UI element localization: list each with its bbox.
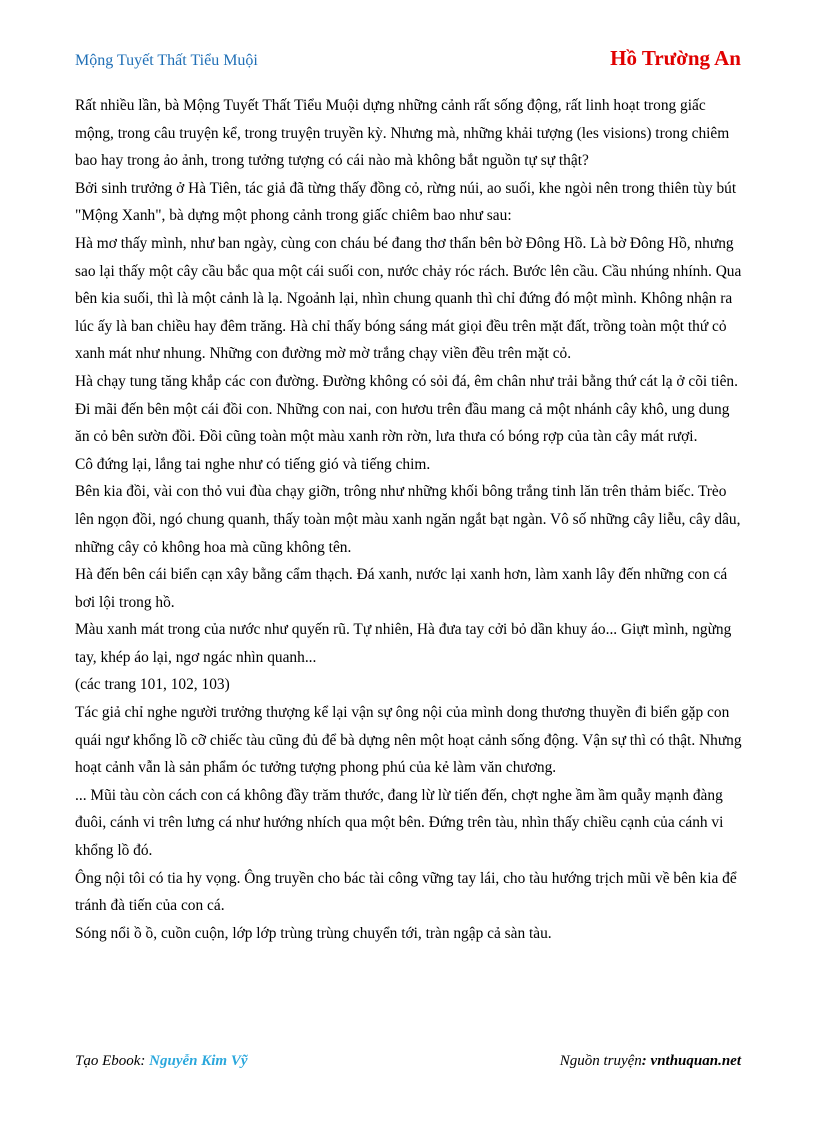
paragraph: Tác giả chỉ nghe người trưởng thượng kể lại vận sự ông nội của mình dong thương thuyền đi biển gặp con quái ngư khổng lồ cỡ chiếc tàu cũng đủ để bà dựng nên một hoạt cảnh sống động. Vận sự thì có thật. Nhưng hoạt cảnh vẫn là sản phẩm óc tưởng tượng phong phú của kẻ làm văn chương. [75, 704, 742, 777]
ebook-label: Tạo Ebook [75, 1053, 141, 1069]
paragraph: Bên kia đồi, vài con thỏ vui đùa chạy giỡn, trông như những khối bông trắng tinh lăn trên thảm biếc. Trèo lên ngọn đồi, ngó chung quanh, thấy toàn một màu xanh ngăn ngắt bạt ngàn. Vô số những cây liễu, cây dâu, những cây cỏ không hoa mà cũng không tên. [75, 483, 741, 556]
paragraph: Hà đến bên cái biển cạn xây bằng cẩm thạch. Đá xanh, nước lại xanh hơn, làm xanh lây đến những con cá bơi lội trong hồ. [75, 566, 728, 611]
paragraph: Bởi sinh trưởng ở Hà Tiên, tác giả đã từng thấy đồng cỏ, rừng núi, ao suối, khe ngòi nên trong thiên tùy bút "Mộng Xanh", bà dựng một phong cảnh trong giấc chiêm bao như sau: [75, 179, 737, 225]
source-site: vnthuquan.net [650, 1053, 741, 1069]
author-name: Hồ Trường An [610, 46, 741, 70]
document-body [75, 92, 743, 947]
paragraph: Ông nội tôi có tia hy vọng. Ông truyền cho bác tài công vững tay lái, cho tàu hướng trịch mũi về bên kia để tránh đà tiến của con cá. [75, 869, 737, 915]
paragraph: Rất nhiều lần, bà Mộng Tuyết Thất Tiểu Muội dựng những cảnh rất sống động, rất linh hoạt trong giấc mộng, trong câu truyện kể, trong truyện truyền kỳ. Nhưng mà, những khải tượng (les visions) trong chiêm bao hay trong ảo ảnh, trong tưởng tượng có cái nào mà không bắt nguồn tự sự thật? [75, 97, 730, 170]
paragraph: Cô đứng lại, lắng tai nghe như có tiếng gió và tiếng chim. [75, 455, 431, 473]
paragraph: Sóng nổi ồ ồ, cuồn cuộn, lớp lớp trùng trùng chuyển tới, tràn ngập cả sàn tàu. [75, 924, 552, 942]
ebook-credit [75, 1053, 248, 1070]
source-credit [560, 1053, 741, 1070]
source-separator: : [641, 1053, 651, 1069]
paragraph: Đi mãi đến bên một cái đồi con. Những con nai, con hươu trên đầu mang cả một nhánh cây khô, ung dung ăn cỏ bên sườn đồi. Đồi cũng toàn một màu xanh rờn rờn, lưa thưa có bóng rợp của tàn cây mát rượi. [75, 400, 730, 446]
paragraph: ... Mũi tàu còn cách con cá không đầy trăm thước, đang lừ lừ tiến đến, chợt nghe ầm ầm quẫy mạnh đàng đuôi, cánh vi trên lưng cá như hướng nhích qua một bên. Đứng trên tàu, nhìn thấy chiều cạnh của cánh vi khổng lồ đó. [75, 786, 724, 860]
page-footer [75, 1053, 741, 1077]
page-reference: (các trang 101, 102, 103) [75, 676, 230, 694]
book-title: Mộng Tuyết Thất Tiểu Muội [75, 52, 258, 69]
ebook-separator: : [140, 1053, 150, 1069]
paragraph: Hà chạy tung tăng khắp các con đường. Đường không có sỏi đá, êm chân như trải bằng thứ cát lạ ở cõi tiên. [75, 372, 738, 390]
source-label: Nguồn truyện [559, 1053, 642, 1069]
page-header [75, 46, 741, 78]
paragraph: Hà mơ thấy mình, như ban ngày, cùng con cháu bé đang thơ thẩn bên bờ Đông Hồ. Là bờ Đông Hồ, nhưng sao lại thấy một cây cầu bắc qua một cái suối con, nước chảy róc rách. Bước lên cầu. Cầu nhúng nhính. Qua bên kia suối, thì là một cảnh là lạ. Ngoảnh lại, nhìn chung quanh thì chỉ đứng đó một mình. Không nhận ra lúc ấy là ban chiều hay đêm trăng. Hà chỉ thấy bóng sáng mát giọi đều trên mặt đất, trồng toàn một thứ cỏ xanh mát như nhung. Những con đường mờ mờ trắng chạy viền đều trên mặt cỏ. [75, 234, 742, 363]
ebook-creator-name: Nguyễn Kim Vỹ [149, 1053, 248, 1069]
paragraph: Màu xanh mát trong của nước như quyến rũ. Tự nhiên, Hà đưa tay cởi bỏ dần khuy áo... Giựt mình, ngừng tay, khép áo lại, ngơ ngác nhìn quanh... [75, 621, 732, 666]
